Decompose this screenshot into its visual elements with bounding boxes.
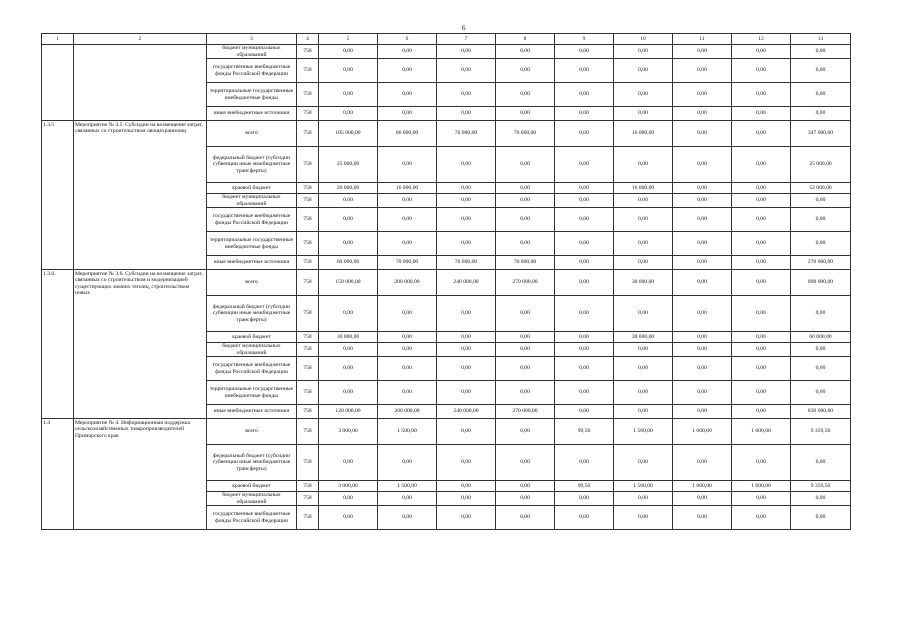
value-cell: 86 000,00 [378,121,437,147]
value-cell: 70 000,00 [496,256,555,270]
value-cell: 0,00 [555,232,614,256]
value-cell: 70 000,00 [437,121,496,147]
value-cell: 0,00 [437,45,496,59]
value-cell: 0,00 [614,405,673,419]
value-cell: 0,00 [614,357,673,381]
value-cell: 0,00 [378,208,437,232]
value-cell: 0,00 [378,147,437,183]
header-cell: 8 [496,34,555,45]
funding-source-cell: иные внебюджетные источники [207,107,297,121]
funding-source-cell: государственные внебюджетные фонды Российской Федерации [207,357,297,381]
header-cell: 10 [614,34,673,45]
value-cell: 0,00 [378,357,437,381]
value-cell: 0,00 [496,107,555,121]
value-cell: 0,00 [614,45,673,59]
value-cell: 0,00 [732,107,791,121]
value-cell: 99,50 [555,481,614,492]
value-cell: 1 600,00 [673,419,732,445]
value-cell: 0,00 [496,296,555,332]
funding-source-cell: бюджет муниципальных образований [207,194,297,208]
value-cell: 105 000,00 [319,121,378,147]
value-cell: 0,00 [319,492,378,506]
value-cell: 0,00 [673,121,732,147]
table-row [42,270,851,296]
value-cell: 0,00 [555,194,614,208]
value-cell: 0,00 [732,381,791,405]
header-cell: 1 [42,34,74,45]
value-cell: 0,00 [791,343,851,357]
value-cell: 0,00 [555,256,614,270]
code-cell: 758 [297,405,319,419]
value-cell: 60 000,00 [319,256,378,270]
value-cell: 16 000,00 [378,183,437,194]
value-cell: 0,00 [732,83,791,107]
value-cell: 0,00 [378,332,437,343]
value-cell: 1 500,00 [378,481,437,492]
value-cell: 0,00 [614,107,673,121]
budget-table [41,33,851,530]
funding-source-cell: краевой бюджет [207,183,297,194]
funding-source-cell: всего [207,419,297,445]
value-cell: 30 000,00 [614,270,673,296]
funding-source-cell: государственные внебюджетные фонды Российской Федерации [207,208,297,232]
header-cell: 12 [732,34,791,45]
funding-source-cell: бюджет муниципальных образований [207,492,297,506]
code-cell: 758 [297,492,319,506]
value-cell: 0,00 [496,83,555,107]
value-cell: 0,00 [791,107,851,121]
value-cell: 240 000,00 [437,405,496,419]
value-cell: 0,00 [673,405,732,419]
header-cell: 9 [555,34,614,45]
value-cell: 0,00 [673,506,732,530]
value-cell: 3 000,00 [319,481,378,492]
value-cell: 0,00 [378,506,437,530]
item-number-cell: 1.4 [42,419,74,530]
header-row [42,34,851,45]
page-number: 6 [462,24,466,32]
value-cell: 0,00 [673,183,732,194]
value-cell: 0,00 [319,506,378,530]
measure-name-cell [74,45,207,121]
funding-source-cell: всего [207,270,297,296]
value-cell: 0,00 [791,83,851,107]
header-cell: 5 [319,34,378,45]
value-cell: 16 000,00 [614,121,673,147]
value-cell: 0,00 [496,419,555,445]
value-cell: 0,00 [378,107,437,121]
value-cell: 240 000,00 [437,270,496,296]
value-cell: 0,00 [732,270,791,296]
value-cell: 0,00 [673,147,732,183]
value-cell: 0,00 [791,194,851,208]
value-cell: 0,00 [791,208,851,232]
value-cell: 0,00 [791,232,851,256]
value-cell: 0,00 [437,419,496,445]
code-cell: 758 [297,183,319,194]
value-cell: 0,00 [496,381,555,405]
value-cell: 0,00 [437,357,496,381]
value-cell: 70 000,00 [437,256,496,270]
value-cell: 9 359,50 [791,481,851,492]
value-cell: 1 600,00 [673,481,732,492]
value-cell: 0,00 [555,332,614,343]
header-cell: 13 [791,34,851,45]
value-cell: 0,00 [673,492,732,506]
value-cell: 0,00 [437,506,496,530]
code-cell: 758 [297,270,319,296]
value-cell: 0,00 [614,83,673,107]
value-cell: 0,00 [614,232,673,256]
measure-name-cell: Мероприятие № 4. Информационная поддержка сельскохозяйственных товаропроизводителей Приморского края [74,419,207,530]
value-cell: 0,00 [319,381,378,405]
header-cell: 4 [297,34,319,45]
value-cell: 20 000,00 [319,183,378,194]
header-cell: 3 [207,34,297,45]
value-cell: 0,00 [319,194,378,208]
value-cell: 0,00 [732,357,791,381]
header-cell: 6 [378,34,437,45]
value-cell: 70 000,00 [496,121,555,147]
value-cell: 0,00 [732,332,791,343]
value-cell: 0,00 [673,357,732,381]
value-cell: 0,00 [732,194,791,208]
value-cell: 0,00 [378,445,437,481]
value-cell: 0,00 [555,445,614,481]
value-cell: 0,00 [378,296,437,332]
funding-source-cell: всего [207,121,297,147]
value-cell: 0,00 [673,343,732,357]
code-cell: 758 [297,83,319,107]
funding-source-cell: краевой бюджет [207,332,297,343]
funding-source-cell: государственные внебюджетные фонды Российской Федерации [207,506,297,530]
value-cell: 0,00 [555,357,614,381]
value-cell: 0,00 [555,59,614,83]
value-cell: 150 000,00 [319,270,378,296]
funding-source-cell: федеральный бюджет (субсидии субвенции иные межбюджетные трансферты) [207,296,297,332]
value-cell: 0,00 [732,59,791,83]
code-cell: 758 [297,332,319,343]
value-cell: 0,00 [673,445,732,481]
value-cell: 0,00 [614,343,673,357]
value-cell: 0,00 [732,45,791,59]
code-cell: 758 [297,147,319,183]
value-cell: 0,00 [319,357,378,381]
funding-source-cell: территориальные государственные внебюджетные фонды [207,381,297,405]
value-cell: 0,00 [496,506,555,530]
value-cell: 0,00 [437,381,496,405]
value-cell: 0,00 [496,147,555,183]
funding-source-cell: территориальные государственные внебюджетные фонды [207,83,297,107]
value-cell: 0,00 [319,343,378,357]
value-cell: 25 000,00 [791,147,851,183]
value-cell: 0,00 [673,256,732,270]
value-cell: 1 560,00 [614,481,673,492]
value-cell: 0,00 [791,381,851,405]
table-row [42,121,851,147]
value-cell: 0,00 [378,492,437,506]
code-cell: 758 [297,232,319,256]
value-cell: 0,00 [614,59,673,83]
value-cell: 0,00 [673,270,732,296]
code-cell: 758 [297,59,319,83]
value-cell: 0,00 [437,332,496,343]
value-cell: 52 000,00 [791,183,851,194]
value-cell: 0,00 [791,296,851,332]
code-cell: 758 [297,107,319,121]
value-cell: 0,00 [791,357,851,381]
value-cell: 0,00 [614,147,673,183]
value-cell: 0,00 [555,208,614,232]
header-cell: 11 [673,34,732,45]
funding-source-cell: краевой бюджет [207,481,297,492]
value-cell: 200 000,00 [378,405,437,419]
value-cell: 0,00 [614,208,673,232]
code-cell: 758 [297,357,319,381]
value-cell: 120 000,00 [319,405,378,419]
value-cell: 1 560,00 [614,419,673,445]
value-cell: 1 600,00 [732,419,791,445]
value-cell: 0,00 [673,208,732,232]
value-cell: 0,00 [614,194,673,208]
table-row [42,419,851,445]
value-cell: 0,00 [496,183,555,194]
value-cell: 270 000,00 [496,405,555,419]
value-cell: 0,00 [791,445,851,481]
value-cell: 0,00 [673,45,732,59]
value-cell: 0,00 [437,183,496,194]
value-cell: 0,00 [732,492,791,506]
value-cell: 0,00 [496,343,555,357]
value-cell: 0,00 [319,208,378,232]
value-cell: 0,00 [673,381,732,405]
value-cell: 0,00 [319,59,378,83]
value-cell: 0,00 [732,405,791,419]
value-cell: 0,00 [319,45,378,59]
value-cell: 30 000,00 [614,332,673,343]
value-cell: 0,00 [791,59,851,83]
value-cell: 0,00 [378,194,437,208]
funding-source-cell: бюджет муниципальных образований [207,343,297,357]
header-cell: 2 [74,34,207,45]
code-cell: 758 [297,194,319,208]
value-cell: 0,00 [732,147,791,183]
code-cell: 758 [297,45,319,59]
value-cell: 0,00 [732,121,791,147]
code-cell: 758 [297,343,319,357]
funding-source-cell: государственные внебюджетные фонды Российской Федерации [207,59,297,83]
value-cell: 0,00 [732,208,791,232]
item-number-cell [42,45,74,121]
value-cell: 0,00 [673,332,732,343]
value-cell: 0,00 [437,107,496,121]
value-cell: 0,00 [496,357,555,381]
value-cell: 0,00 [555,45,614,59]
value-cell: 0,00 [319,445,378,481]
header-cell: 7 [437,34,496,45]
value-cell: 0,00 [319,296,378,332]
value-cell: 0,00 [437,232,496,256]
value-cell: 0,00 [496,194,555,208]
value-cell: 0,00 [437,296,496,332]
table-row [42,45,851,59]
value-cell: 0,00 [732,343,791,357]
item-number-cell: 1.3.5 [42,121,74,270]
value-cell: 0,00 [673,194,732,208]
value-cell: 0,00 [437,343,496,357]
value-cell: 0,00 [319,107,378,121]
code-cell: 758 [297,121,319,147]
value-cell: 0,00 [614,506,673,530]
value-cell: 0,00 [614,256,673,270]
code-cell: 758 [297,419,319,445]
value-cell: 0,00 [555,381,614,405]
value-cell: 0,00 [437,83,496,107]
value-cell: 0,00 [614,296,673,332]
value-cell: 0,00 [555,83,614,107]
value-cell: 0,00 [673,296,732,332]
value-cell: 0,00 [496,232,555,256]
value-cell: 0,00 [319,232,378,256]
value-cell: 0,00 [437,147,496,183]
value-cell: 270 000,00 [496,270,555,296]
value-cell: 0,00 [732,506,791,530]
value-cell: 0,00 [791,492,851,506]
value-cell: 0,00 [673,107,732,121]
measure-name-cell: Мероприятие № 3.6. Субсидии на возмещение затрат, связанных со строительством и модернизацией существующих зимних теплиц, строительством новых [74,270,207,419]
code-cell: 758 [297,445,319,481]
value-cell: 25 000,00 [319,147,378,183]
value-cell: 0,00 [555,492,614,506]
funding-source-cell: федеральный бюджет (субсидии субвенции иные межбюджетные трансферты) [207,445,297,481]
value-cell: 0,00 [437,445,496,481]
funding-source-cell: территориальные государственные внебюджетные фонды [207,232,297,256]
value-cell: 0,00 [378,232,437,256]
value-cell: 0,00 [732,183,791,194]
value-cell: 0,00 [496,492,555,506]
value-cell: 0,00 [496,59,555,83]
value-cell: 0,00 [732,256,791,270]
value-cell: 0,00 [496,445,555,481]
value-cell: 0,00 [378,45,437,59]
value-cell: 830 000,00 [791,405,851,419]
value-cell: 16 000,00 [614,183,673,194]
value-cell: 0,00 [496,481,555,492]
code-cell: 758 [297,381,319,405]
code-cell: 758 [297,256,319,270]
value-cell: 0,00 [437,492,496,506]
value-cell: 890 000,00 [791,270,851,296]
value-cell: 0,00 [437,481,496,492]
value-cell: 3 000,00 [319,419,378,445]
funding-source-cell: бюджет муниципальных образований [207,45,297,59]
value-cell: 0,00 [555,343,614,357]
measure-name-cell: Мероприятие № 3.5. Субсидии на возмещение затрат, связанных со строительством овощехранилищ [74,121,207,270]
funding-source-cell: федеральный бюджет (субсидии субвенции иные межбюджетные трансферты) [207,147,297,183]
value-cell: 0,00 [319,83,378,107]
value-cell: 1 500,00 [378,419,437,445]
funding-source-cell: иные внебюджетные источники [207,256,297,270]
code-cell: 758 [297,296,319,332]
value-cell: 0,00 [614,445,673,481]
value-cell: 0,00 [555,405,614,419]
value-cell: 30 000,00 [319,332,378,343]
value-cell: 0,00 [496,208,555,232]
value-cell: 0,00 [555,147,614,183]
code-cell: 758 [297,481,319,492]
value-cell: 347 000,00 [791,121,851,147]
value-cell: 9 359,50 [791,419,851,445]
value-cell: 0,00 [673,232,732,256]
value-cell: 60 000,00 [791,332,851,343]
value-cell: 0,00 [378,59,437,83]
value-cell: 0,00 [732,445,791,481]
value-cell: 0,00 [732,232,791,256]
value-cell: 70 000,00 [378,256,437,270]
value-cell: 1 600,00 [732,481,791,492]
code-cell: 758 [297,506,319,530]
value-cell: 0,00 [496,332,555,343]
value-cell: 0,00 [437,194,496,208]
value-cell: 270 000,00 [791,256,851,270]
value-cell: 0,00 [614,492,673,506]
value-cell: 0,00 [378,343,437,357]
value-cell: 200 000,00 [378,270,437,296]
value-cell: 0,00 [555,506,614,530]
funding-source-cell: иные внебюджетные источники [207,405,297,419]
value-cell: 0,00 [791,45,851,59]
value-cell: 0,00 [437,59,496,83]
value-cell: 0,00 [673,59,732,83]
value-cell: 0,00 [555,107,614,121]
value-cell: 0,00 [555,296,614,332]
value-cell: 0,00 [614,381,673,405]
value-cell: 0,00 [378,83,437,107]
value-cell: 0,00 [555,183,614,194]
value-cell: 0,00 [555,270,614,296]
value-cell: 0,00 [496,45,555,59]
value-cell: 0,00 [555,121,614,147]
item-number-cell: 1.3.6. [42,270,74,419]
code-cell: 758 [297,208,319,232]
value-cell: 0,00 [673,83,732,107]
value-cell: 99,50 [555,419,614,445]
value-cell: 0,00 [378,381,437,405]
value-cell: 0,00 [791,506,851,530]
value-cell: 0,00 [732,296,791,332]
value-cell: 0,00 [437,208,496,232]
